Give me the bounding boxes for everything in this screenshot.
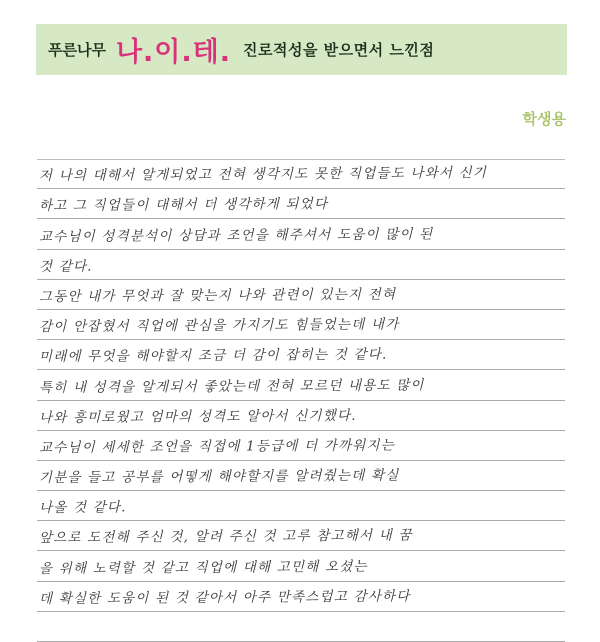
handwritten-line: 나올 것 같다. <box>38 499 127 517</box>
ruled-line <box>37 189 565 219</box>
ruled-line <box>37 582 565 612</box>
handwritten-line: 그동안 내가 무엇과 잘 맞는지 나와 관련이 있는지 전혀 <box>38 286 397 305</box>
handwritten-line: 기분을 들고 공부를 어떻게 해야할지를 알려줬는데 확실 <box>38 467 400 487</box>
handwritten-line: 미래에 무엇을 해야할지 조금 더 감이 잡히는 것 같다. <box>38 346 388 366</box>
ruled-line <box>37 401 565 431</box>
student-label: 학생용 <box>522 110 566 128</box>
ruled-line <box>37 310 565 340</box>
ruled-line <box>37 491 565 521</box>
banner-brand: 나.이.테. <box>115 37 231 68</box>
handwritten-line: 것 같다. <box>38 258 93 275</box>
ruled-line <box>37 612 565 642</box>
banner-prefix: 푸른나무 <box>48 41 106 59</box>
ruled-line <box>37 280 565 310</box>
handwritten-line: 데 확실한 도움이 된 것 같아서 아주 만족스럽고 감사하다 <box>38 588 411 607</box>
handwritten-line: 교수님이 세세한 조언을 직접에 1등급에 더 가까워지는 <box>38 437 396 456</box>
handwritten-line: 저 나의 대해서 알게되었고 전혀 생각지도 못한 직업들도 나와서 신기 <box>38 165 488 185</box>
ruled-line <box>37 340 565 370</box>
handwritten-line: 교수님이 성격분석이 상담과 조언을 해주셔서 도움이 많이 된 <box>38 225 434 245</box>
handwritten-line: 을 위해 노력할 것 같고 직업에 대해 고민해 오셨는 <box>38 558 368 577</box>
handwritten-line: 나와 흥미로웠고 엄마의 성격도 알아서 신기했다. <box>38 407 357 426</box>
ruled-line <box>37 551 565 581</box>
handwritten-line: 특히 내 성격을 알게되서 좋았는데 전혀 모르던 내용도 많이 <box>38 376 425 396</box>
ruled-line <box>37 159 565 189</box>
lined-writing-area <box>37 159 565 642</box>
banner-subtitle: 진로적성을 받으면서 느낀점 <box>243 41 435 59</box>
ruled-line <box>37 370 565 400</box>
handwritten-line: 감이 안잡혔서 직업에 관심을 가지기도 힘들었는데 내가 <box>38 316 400 336</box>
ruled-line <box>37 250 565 280</box>
ruled-line <box>37 461 565 491</box>
handwritten-line: 앞으로 도전해 주신 것, 알려 주신 것 고루 참고해서 내 꿈 <box>38 527 413 547</box>
ruled-line <box>37 219 565 249</box>
title-banner <box>36 24 567 75</box>
ruled-line <box>37 431 565 461</box>
ruled-line <box>37 521 565 551</box>
handwritten-line: 하고 그 직업들이 대해서 더 생각하게 되었다 <box>38 196 329 215</box>
